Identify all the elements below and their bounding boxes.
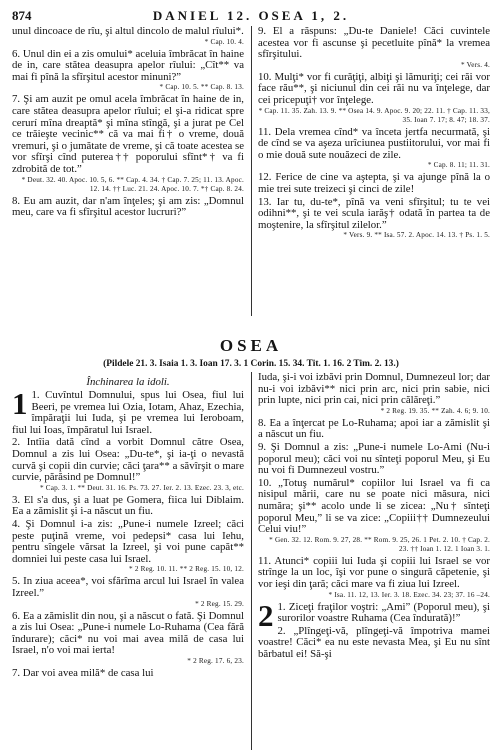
verse-text: 8. Eu am auzit, dar n'am înţeles; şi am zis: „Domnul meu, care va fi sfîrşitul acestor lucruri?” xyxy=(12,194,244,219)
verse xyxy=(12,49,244,84)
verse xyxy=(12,576,244,599)
page-number: 874 xyxy=(12,8,32,23)
verse xyxy=(12,94,244,175)
verse xyxy=(258,197,490,232)
verse xyxy=(12,196,244,219)
verse-text: 2. Intîia dată cînd a vorbit Domnul către Osea, Domnul a zis lui Osea: „Du-te*, şi ia-ţi o nevastă curvă şi copii din curvie; căci ţara** a săvîrşit o mare curvie, părăsind pe Domnul!” xyxy=(12,436,244,484)
verse-text: 10. Mulţi* vor fi curăţiţi, albiţi şi lămuriţi; cei răi vor face rău**, şi niciunul din cei răi nu va înţelege, dar cei pricepuţi† vor înţelege. xyxy=(258,70,490,106)
verse-text: 7. Şi am auzit pe omul acela îmbrăcat în haine de in, care stătea deasupra apelor rîului; el şi-a ridicat spre cerurí mîna dreaptă* şi mîna stîngă, şi a jurat pe Cel ce trăieşte vecinic** că va mai fi† o vreme, două vremuri, şi o jumătate de vreme, şi că toate acestea se vor sfîrşi cînd puterea†† poporului sfînt*† va fi zdrobită de tot.” xyxy=(12,93,244,175)
verse-text: 5. In ziua aceea*, voi sfărîma arcul lui Israel în valea Izreel.” xyxy=(12,575,244,599)
page xyxy=(12,8,490,752)
footnote-reference: * Isa. 11. 12, 13. Ier. 3. 18. Ezec. 34. 23; 37. 16 –24. xyxy=(328,590,490,599)
verse-text: 1. Ziceţi fraţilor voştri: „Ami” (Poporul meu), şi surorilor voastre Ruhama (Cea îndurată)!” xyxy=(277,600,490,625)
book-title: OSEA xyxy=(219,336,283,355)
verse xyxy=(258,372,490,407)
cross-references: (Pildele 21. 3. Isaia 1. 3. Ioan 17. 3. 1 Corin. 15. 34. Tit. 1. 16. 2 Tim. 2. 13.) xyxy=(103,359,399,369)
verse-text: 13. Iar tu, du-te*, pînă va veni sfîrşitul; tu te vei odihni**, şi te vei scula iarăş† odată în partea ta de moştenire, la sfîrşitul zilelor.” xyxy=(258,195,490,231)
verse-text: 11. Dela vremea cînd* va înceta jertfa necurmată, şi de cînd se va aşeza urîciunea pustiitorului, vor mai fi o mie două sute nouăzeci de zile. xyxy=(258,125,490,161)
verse xyxy=(258,127,490,162)
verse xyxy=(258,418,490,441)
verse xyxy=(12,437,244,483)
verse-text: 11. Atunci* copiii lui Iuda şi copiii lui Israel se vor strînge la un loc, îşi vor pune o singură căpetenie, şi vor ieşi din ţară; căci mare va fi ziua lui Izreel. xyxy=(258,554,490,590)
footnote-reference: * 2 Reg. 17. 6, 23. xyxy=(187,656,244,665)
footnote-reference: * Cap. 10. 5. ** Cap. 8. 13. xyxy=(159,83,244,92)
verse-text: 10. „Totuş numărul* copiilor lui Israel va fi ca nisipul mării, care nu se poate nici măsura, nici număra; şi** acolo unde li se zicea: „Nu† sînteţi poporul Meu,” li se va zice: „Copiii†† Dumnezeului Celui viu!” xyxy=(258,476,490,536)
verse-text: 6. Ea a zămislit din nou, şi a născut o fată. Şi Domnul a zis lui Osea: „Pune-i numele Lo-Ruhama (Cea fără îndurare); căci* nu voi mai avea milă de casa lui Israel, n'o voi mai ierta! xyxy=(12,609,244,657)
verse-text: 12. Ferice de cine va aştepta, şi va ajunge pînă la o mie trei sute treizeci şi cinci de zile! xyxy=(258,171,490,195)
running-title: DANIEL 12. OSEA 1, 2. xyxy=(152,8,350,23)
osea-columns xyxy=(12,372,490,752)
verse-text: 9. Şi Domnul a zis: „Pune-i numele Lo-Ami (Nu-i poporul meu); căci voi nu sînteţi poporul Meu, şi Eu nu voi fi Dumnezeul vostru.” xyxy=(258,440,490,477)
chapter-number: 2 xyxy=(258,597,274,633)
verse xyxy=(258,442,490,477)
verse-text: 8. Ea a înţercat pe Lo-Ruhama; apoi iar a zămislit şi a născut un fiu. xyxy=(258,416,490,441)
verse-text: 3. El s'a dus, şi a luat pe Gomera, fiica lui Diblaim. Ea a zămislit şi i-a născut un fiu. xyxy=(12,493,244,518)
verse xyxy=(258,556,490,591)
verse-text: 6. Unul din ei a zis omului* aceluia îmbrăcat în haine de in, care stătea deasupra apelor rîului: „Cît** va mai fi pînă la sfîrşitul acestor minuni?” xyxy=(12,47,244,83)
osea-left-column xyxy=(12,372,244,680)
footnote-reference: * 2 Reg. 15. 29. xyxy=(195,599,244,608)
verse xyxy=(258,72,490,107)
footnote-reference: * Cap. 8. 11; 11. 31. xyxy=(427,161,490,170)
verse xyxy=(258,626,490,661)
footnote-reference: * Deut. 32. 40. Apoc. 10. 5, 6. ** Cap. 4. 34. † Cap. 7. 25; 11. 13. Apoc. 12. 14. †† Luc. 21. 24. Apoc. 10. 7. *† Cap. 8. 24. xyxy=(21,175,244,193)
book-heading xyxy=(12,336,490,370)
verse-text: 7. Dar voi avea milă* de casa lui xyxy=(12,666,154,679)
column-divider xyxy=(251,26,252,316)
verse xyxy=(12,495,244,518)
daniel-columns xyxy=(12,26,490,318)
column-divider xyxy=(251,372,252,750)
verse-text: Iuda, şi-i voi izbăvi prin Domnul, Dumnezeul lor; dar nu-i voi izbăvi** nici prin arc, nici prin sabie, nici prin lupte, nici prin cai, nici prin călăreţi.” xyxy=(258,371,490,407)
verse xyxy=(258,172,490,195)
verse xyxy=(258,597,490,633)
verse xyxy=(12,386,244,436)
verse-text: 9. El a răspuns: „Du-te Daniele! Căci cuvintele acestea vor fi ascunse şi pecetluite pînă* la vremea sfîrşitului. xyxy=(258,25,490,61)
running-header xyxy=(12,8,490,26)
footnote-reference: * Gen. 32. 12. Rom. 9. 27, 28. ** Rom. 9. 25, 26. 1 Pet. 2. 10. † Cap. 2. 23. †† Ioan 1. 12. 1 Ioan 3. 1. xyxy=(269,535,490,553)
daniel-right-column xyxy=(258,26,490,242)
daniel-left-column xyxy=(12,26,244,220)
verse-text: 1. Cuvîntul Domnului, spus lui Osea, fiul lui Beeri, pe vremea lui Ozia, Iotam, Ahaz, Ezechia, împăraţii lui Iuda, şi pe vremea lui Ieroboam, fiul lui Ioas, împăratul lui Israel. xyxy=(12,389,244,436)
verse-text: 4. Şi Domnul i-a zis: „Pune-i numele Izreel; căci peste puţină vreme, voi pedepsi* casa lui Iehu, pentru sîngele vărsat la Izreel, şi voi pune capăt** domniei lui peste casa lui Israel. xyxy=(12,517,244,565)
footnote-reference: * Vers. 9. ** Isa. 57. 2. Apoc. 14. 13. † Ps. 1. 5. xyxy=(343,231,490,240)
chapter-number: 1 xyxy=(12,386,28,421)
footnote-reference: * 2 Reg. 19. 35. ** Zah. 4. 6; 9. 10. xyxy=(380,406,490,415)
footnote-reference: * Cap. 10. 4. xyxy=(204,37,244,46)
verse xyxy=(12,519,244,565)
footnote-reference: * Cap. 11. 35. Zah. 13. 9. ** Osea 14. 9. Apoc. 9. 20; 22. 11. † Cap. 11. 33, 35. Ioan 7. 17; 8. 47; 18. 37. xyxy=(258,106,490,124)
verse xyxy=(258,478,490,536)
footnote-reference: * Vers. 4. xyxy=(460,60,490,69)
verse-text: 2. „Plîngeţi-vă, plîngeţi-vă împotriva mamei voastre! Căci* ea nu este nevasta Mea, şi Eu nu sînt bărbatul ei! Să-şi xyxy=(258,624,490,660)
footnote-reference: * 2 Reg. 10. 11. ** 2 Reg. 15. 10, 12. xyxy=(129,565,244,574)
osea-right-column xyxy=(258,372,490,661)
verse xyxy=(12,611,244,657)
verse xyxy=(12,668,244,680)
verse xyxy=(12,26,244,38)
verse xyxy=(258,26,490,61)
footnote-reference: * Cap. 3. 1. ** Deut. 31. 16. Ps. 73. 27. Ier. 2. 13. Ezec. 23. 3, etc. xyxy=(39,483,244,492)
verse-text: unul dincoace de rîu, şi altul dincolo de malul rîului*. xyxy=(12,25,244,37)
section-subtitle: Închinarea la idoli. xyxy=(86,376,170,388)
